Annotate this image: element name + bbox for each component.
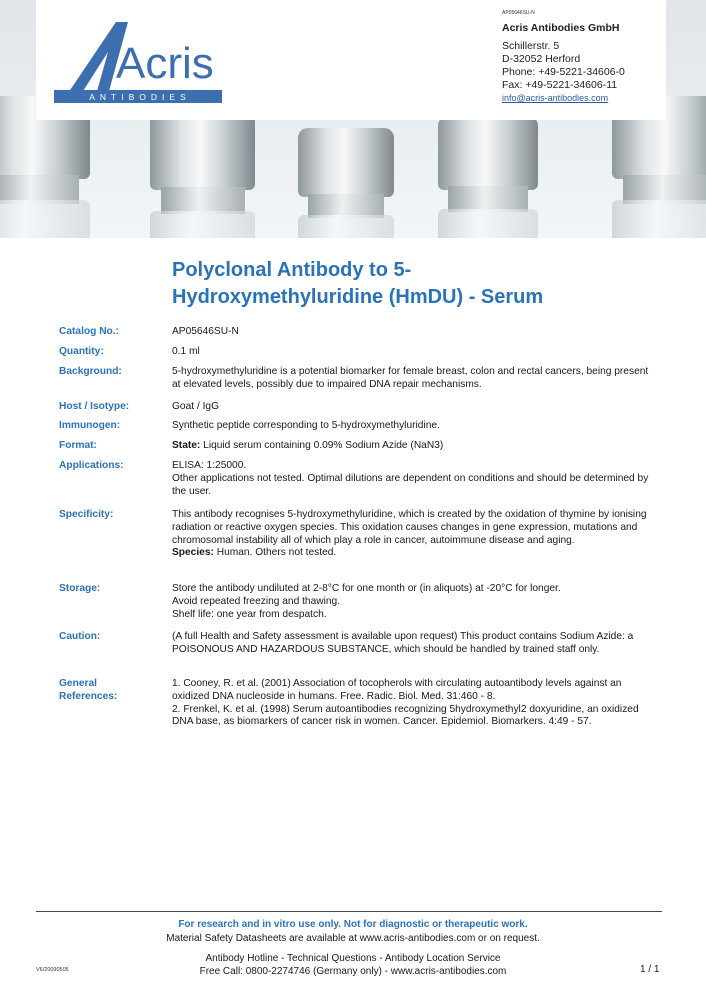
reference-1: 1. Cooney, R. et al. (2001) Association of tocopherols with circulating autoantibody levels against an oxidized DNA nucleoside in humans. Free. Radic. Biol. Med. 31:460 - 8. xyxy=(172,678,622,702)
format-value xyxy=(172,440,652,453)
reference-2: 2. Frenkel, K. et al. (1998) Serum autoantibodies recognizing 5hydroxymethyl2 doxyuridine, an oxidized DNA base, as biomarkers of cancer risk in women. Cancer. Epidemiol. Biomarkers. 4:49 - 57. xyxy=(172,703,639,728)
host-label: Host / Isotype: xyxy=(59,401,130,412)
company-street: Schillerstr. 5 xyxy=(502,40,560,52)
storage-label: Storage: xyxy=(59,583,101,594)
applications-line-2: Other applications not tested. Optimal dilutions are dependent on conditions and should be determined by the user. xyxy=(172,472,649,497)
specificity-value xyxy=(172,509,652,560)
company-city: D-32052 Herford xyxy=(502,53,581,65)
footer-divider xyxy=(36,911,662,912)
company-name: Acris Antibodies GmbH xyxy=(502,22,620,34)
specificity-label: Specificity: xyxy=(59,509,114,520)
footer-free-call: Free Call: 0800-2274746 (Germany only) - www.acris-antibodies.com xyxy=(199,966,507,977)
header-banner-image xyxy=(0,0,706,238)
immunogen-label: Immunogen: xyxy=(59,420,121,431)
footer-msds-notice: Material Safety Datasheets are available at www.acris-antibodies.com or on request. xyxy=(166,933,540,944)
title-line-1: Polyclonal Antibody to 5- xyxy=(172,259,412,281)
page-number: 1 / 1 xyxy=(640,964,660,975)
format-state-value: Liquid serum containing 0.09% Sodium Azide (NaN3) xyxy=(203,440,444,451)
references-label-line-1: General xyxy=(59,678,97,689)
storage-line-3: Shelf life: one year from despatch. xyxy=(172,608,327,620)
storage-value xyxy=(172,583,652,621)
format-state-label: State: xyxy=(172,440,201,451)
vial-image xyxy=(298,128,394,238)
acris-logo xyxy=(54,18,224,108)
caution-label: Caution: xyxy=(59,631,101,642)
host-value: Goat / IgG xyxy=(172,401,219,412)
company-email-link[interactable]: info@acris-antibodies.com xyxy=(502,93,609,103)
references-label-line-2: References: xyxy=(59,690,118,702)
applications-value xyxy=(172,460,652,498)
background-label: Background: xyxy=(59,366,122,377)
species-value: Human. Others not tested. xyxy=(216,547,337,559)
catalog-value: AP05646SU-N xyxy=(172,326,239,337)
footer-research-notice: For research and in vitro use only. Not for diagnostic or therapeutic work. xyxy=(178,919,528,930)
vial-image xyxy=(150,112,255,238)
title-line-2: Hydroxymethyluridine (HmDU) - Serum xyxy=(172,286,544,308)
logo-wordmark: Acris xyxy=(116,39,214,88)
storage-line-1: Store the antibody undiluted at 2-8°C for one month or (in aliquots) at -20°C for longer. xyxy=(172,583,561,594)
caution-value: (A full Health and Safety assessment is available upon request) This product contains Sodium Azide: a POISONOUS AND HAZARDOUS SUBSTANCE, which should be handled by trained staff only. xyxy=(172,631,634,655)
footer-hotline: Antibody Hotline - Technical Questions - Antibody Location Service xyxy=(205,953,501,964)
company-fax: Fax: +49-5221-34606-11 xyxy=(502,79,618,91)
quantity-label: Quantity: xyxy=(59,346,104,357)
references-label xyxy=(59,678,169,704)
references-value xyxy=(172,678,652,729)
applications-label: Applications: xyxy=(59,460,124,471)
vial-image xyxy=(438,116,538,238)
quantity-value: 0.1 ml xyxy=(172,346,200,357)
format-label: Format: xyxy=(59,440,97,451)
specificity-text: This antibody recognises 5-hydroxymethyluridine, which is created by the oxidation of thymine by ionising radiation or reactive oxygen species. This oxidation causes changes in gene expression, mutations and chromosomal instability all of which play a role in cancer, autoimmune disease and aging. xyxy=(172,509,647,546)
logo-subtitle: ANTIBODIES xyxy=(89,92,191,102)
applications-line-1: ELISA: 1:25000. xyxy=(172,460,247,471)
catalog-label: Catalog No.: xyxy=(59,326,119,337)
company-phone: Phone: +49-5221-34606-0 xyxy=(502,66,625,78)
page-title xyxy=(172,257,642,311)
storage-line-2: Avoid repeated freezing and thawing. xyxy=(172,595,341,607)
company-contact xyxy=(502,10,662,105)
background-value: 5-hydroxymethyluridine is a potential biomarker for female breast, colon and rectal cancers, being present at elevated levels, possibly due to impaired DNA repair mechanisms. xyxy=(172,366,649,390)
header-catalog-code: AP05646SU-N xyxy=(502,10,535,16)
document-version: V6/20090505 xyxy=(36,967,69,973)
species-label: Species: xyxy=(172,547,214,559)
immunogen-value: Synthetic peptide corresponding to 5-hydroxymethyluridine. xyxy=(172,420,440,431)
